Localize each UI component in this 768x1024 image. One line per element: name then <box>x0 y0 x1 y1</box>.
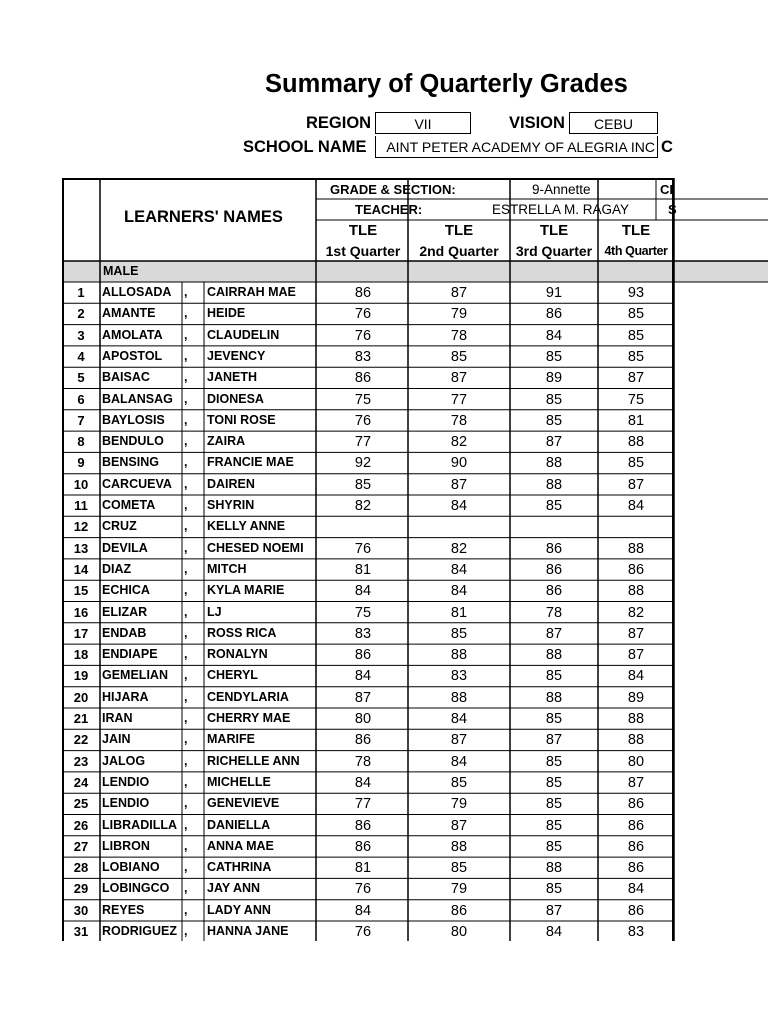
grade-cell-q4[interactable]: 86 <box>627 860 645 877</box>
grade-cell-q2[interactable]: 83 <box>450 668 468 685</box>
grade-cell-q4[interactable]: 87 <box>627 647 645 664</box>
grade-cell-q4[interactable]: 88 <box>627 583 645 600</box>
grade-cell-q2[interactable]: 84 <box>450 583 468 600</box>
grade-cell-q3[interactable]: 91 <box>545 285 563 301</box>
grade-cell-q4[interactable]: 86 <box>627 796 645 813</box>
grade-cell-q2[interactable]: 90 <box>450 455 468 472</box>
grade-cell-q2[interactable]: 87 <box>450 285 468 301</box>
name-separator: , <box>184 625 188 640</box>
grade-cell-q4[interactable]: 86 <box>627 561 645 578</box>
grade-cell-q2[interactable]: 78 <box>450 412 468 429</box>
subject-header-q3: TLE <box>539 222 569 239</box>
learners-names-header: LEARNERS' NAMES <box>124 208 283 226</box>
grade-cell-q4[interactable]: 85 <box>627 306 645 323</box>
grade-cell-q4[interactable]: 86 <box>627 817 645 834</box>
name-separator: , <box>184 455 188 470</box>
grade-cell-q4[interactable]: 80 <box>627 753 645 770</box>
first-name-cell[interactable]: KELLY ANNE <box>207 519 286 534</box>
row-number: 23 <box>73 753 89 769</box>
first-name-cell[interactable]: FRANCIE MAE <box>207 455 294 470</box>
first-name-cell[interactable]: CATHRINA <box>207 860 272 875</box>
grade-cell-q2[interactable]: 88 <box>450 838 468 855</box>
name-separator: , <box>184 689 188 704</box>
row-number: 30 <box>73 902 89 918</box>
name-separator: , <box>184 604 188 619</box>
grade-cell-q4[interactable]: 88 <box>627 540 645 557</box>
row-number: 19 <box>73 668 89 684</box>
first-name-cell[interactable]: JANETH <box>207 370 258 385</box>
grade-cell-q3[interactable]: 85 <box>545 753 563 770</box>
grade-cell-q1[interactable]: 85 <box>354 476 372 493</box>
grade-cell-q2[interactable]: 84 <box>450 753 468 770</box>
region-field[interactable]: VII <box>375 112 471 134</box>
grade-cell-q4[interactable]: 86 <box>627 902 645 919</box>
grade-cell-q3[interactable]: 86 <box>545 306 563 323</box>
grade-cell-q2[interactable]: 87 <box>450 370 468 387</box>
name-separator: , <box>184 476 188 491</box>
grade-cell-q4[interactable]: 81 <box>627 412 645 429</box>
row-number: 22 <box>73 732 89 748</box>
name-separator: , <box>184 796 188 811</box>
grade-cell-q4[interactable]: 85 <box>627 455 645 472</box>
grade-cell-q3[interactable]: 88 <box>545 647 563 664</box>
grade-cell-q1[interactable]: 81 <box>354 561 372 578</box>
quarter-header-2: 2nd Quarter <box>419 243 499 259</box>
last-name-cell[interactable]: BAISAC <box>102 370 150 385</box>
grade-cell-q1[interactable]: 76 <box>354 881 372 898</box>
grade-cell-q3[interactable]: 87 <box>545 902 563 919</box>
row-number: 11 <box>74 498 88 513</box>
grade-cell-q4[interactable]: 87 <box>627 774 645 791</box>
last-name-cell[interactable]: BALANSAG <box>102 391 173 406</box>
row-number: 25 <box>73 796 89 812</box>
grade-cell-q3[interactable]: 87 <box>545 732 563 749</box>
last-name-cell[interactable]: CRUZ <box>102 519 137 534</box>
grade-cell-q1[interactable]: 86 <box>354 732 372 749</box>
name-separator: , <box>184 817 188 832</box>
first-name-cell[interactable]: CHERRY MAE <box>207 711 291 725</box>
grade-cell-q3[interactable]: 88 <box>545 476 563 493</box>
grade-cell-q4[interactable]: 88 <box>627 434 645 451</box>
grade-cell-q4[interactable]: 87 <box>627 476 645 493</box>
grade-cell-q1[interactable]: 76 <box>354 412 372 429</box>
grade-cell-q2[interactable]: 82 <box>450 434 468 451</box>
grade-cell-q3[interactable]: 88 <box>545 455 563 472</box>
grades-table <box>62 178 768 941</box>
grade-cell-q3[interactable]: 85 <box>545 668 563 685</box>
grade-cell-q3[interactable]: 89 <box>545 370 563 387</box>
name-separator: , <box>184 370 188 385</box>
first-name-cell[interactable]: HANNA JANE <box>207 924 289 938</box>
first-name-cell[interactable]: CAIRRAH MAE <box>207 285 296 299</box>
group-label-male: MALE <box>103 264 139 278</box>
last-name-cell[interactable]: BENSING <box>102 455 159 470</box>
row-number: 15 <box>73 583 89 599</box>
grade-cell-q3[interactable]: 85 <box>545 817 563 834</box>
last-name-cell[interactable]: JALOG <box>102 753 146 768</box>
grade-cell-q3[interactable]: 85 <box>545 838 563 855</box>
row-number: 20 <box>73 689 89 705</box>
name-separator: , <box>184 391 188 406</box>
quarter-header-1: 1st Quarter <box>325 243 401 259</box>
grade-cell-q3[interactable]: 86 <box>545 561 563 578</box>
grade-cell-q1[interactable]: 86 <box>354 647 372 664</box>
grade-cell-q3[interactable]: 84 <box>545 924 563 940</box>
last-name-cell[interactable]: LOBIANO <box>102 860 160 875</box>
grade-cell-q2[interactable]: 77 <box>450 391 468 408</box>
first-name-cell[interactable]: CENDYLARIA <box>207 689 289 704</box>
name-separator: , <box>184 711 188 725</box>
last-name-cell[interactable]: AMOLATA <box>102 327 163 342</box>
first-name-cell[interactable]: LJ <box>207 604 222 619</box>
teacher-value[interactable]: ESTRELLA M. RAGAY <box>492 202 630 217</box>
grade-cell-q4[interactable]: 88 <box>627 711 645 727</box>
grade-cell-q2[interactable]: 80 <box>450 924 468 940</box>
grade-cell-q4[interactable]: 89 <box>627 689 645 706</box>
name-separator: , <box>184 753 188 768</box>
grade-cell-q2[interactable]: 82 <box>450 540 468 557</box>
last-name-cell[interactable]: RODRIGUEZ <box>102 924 177 938</box>
last-name-cell[interactable]: LOBINGCO <box>102 881 170 896</box>
last-name-cell[interactable]: APOSTOL <box>102 348 163 363</box>
name-separator: , <box>184 902 188 917</box>
grade-cell-q4[interactable]: 86 <box>627 838 645 855</box>
grade-cell-q1[interactable]: 82 <box>354 498 372 514</box>
grade-cell-q2[interactable]: 84 <box>450 561 468 578</box>
last-name-cell[interactable]: ELIZAR <box>102 604 148 619</box>
grade-cell-q2[interactable]: 88 <box>450 689 468 706</box>
grade-cell-q2[interactable]: 79 <box>450 881 468 898</box>
name-separator: , <box>184 348 188 363</box>
first-name-cell[interactable]: MITCH <box>207 561 247 576</box>
grade-cell-q2[interactable]: 85 <box>450 348 468 365</box>
first-name-cell[interactable]: ROSS RICA <box>207 625 277 640</box>
grade-cell-q4[interactable]: 75 <box>627 391 645 408</box>
first-name-cell[interactable]: DIONESA <box>207 391 264 406</box>
name-separator: , <box>184 924 188 938</box>
grade-cell-q2[interactable]: 86 <box>450 902 468 919</box>
name-separator: , <box>184 285 188 299</box>
first-name-cell[interactable]: CHESED NOEMI <box>207 540 304 555</box>
grade-cell-q2[interactable]: 84 <box>450 498 468 514</box>
grade-cell-q3[interactable]: 87 <box>545 625 563 642</box>
last-name-cell[interactable]: BAYLOSIS <box>102 412 165 427</box>
grade-cell-q4[interactable]: 87 <box>627 625 645 642</box>
header-cut-label-1: CI <box>660 182 673 197</box>
group-row-band <box>62 261 768 282</box>
grade-cell-q1[interactable]: 86 <box>354 370 372 387</box>
row-number: 16 <box>73 604 89 620</box>
grade-cell-q3[interactable]: 85 <box>545 881 563 898</box>
last-name-cell[interactable]: DIAZ <box>102 561 132 576</box>
last-name-cell[interactable]: JAIN <box>102 732 131 747</box>
row-number: 8 <box>77 434 85 450</box>
row-number: 17 <box>73 625 89 641</box>
first-name-cell[interactable]: CLAUDELIN <box>207 327 280 342</box>
quarter-header-4: 4th Quarter <box>604 244 668 258</box>
region-label: REGION <box>306 114 372 132</box>
first-name-cell[interactable]: RONALYN <box>207 647 268 662</box>
grade-cell-q1[interactable]: 83 <box>354 348 372 365</box>
first-name-cell[interactable]: MARIFE <box>207 732 255 747</box>
name-separator: , <box>184 774 188 789</box>
name-separator: , <box>184 561 188 576</box>
row-number: 1 <box>77 285 85 300</box>
last-name-cell[interactable]: DEVILA <box>102 540 148 555</box>
last-name-cell[interactable]: LENDIO <box>102 796 150 811</box>
grade-cell-q2[interactable]: 85 <box>450 774 468 791</box>
subject-header-q1: TLE <box>348 222 378 239</box>
name-separator: , <box>184 881 188 896</box>
grade-cell-q2[interactable]: 79 <box>450 306 468 323</box>
grade-cell-q1[interactable]: 78 <box>354 753 372 770</box>
grade-cell-q1[interactable]: 87 <box>354 689 372 706</box>
school-label-overflow: C <box>661 138 673 156</box>
subject-header-q4: TLE <box>621 222 651 239</box>
row-number: 2 <box>77 306 85 322</box>
grade-cell-q3[interactable]: 84 <box>545 327 563 344</box>
grade-cell-q4[interactable]: 83 <box>627 924 645 940</box>
grade-cell-q4[interactable]: 84 <box>627 668 645 685</box>
grade-cell-q3[interactable]: 85 <box>545 498 563 514</box>
row-number: 29 <box>73 881 89 897</box>
first-name-cell[interactable]: SHYRIN <box>207 498 255 512</box>
grade-cell-q3[interactable]: 85 <box>545 774 563 791</box>
grade-cell-q1[interactable]: 86 <box>354 817 372 834</box>
grade-cell-q3[interactable]: 86 <box>545 540 563 557</box>
name-separator: , <box>184 306 188 321</box>
grade-cell-q1[interactable]: 76 <box>354 306 372 323</box>
name-separator: , <box>184 838 188 853</box>
grade-cell-q3[interactable]: 88 <box>545 860 563 877</box>
grade-cell-q2[interactable]: 84 <box>450 711 468 727</box>
last-name-cell[interactable]: LIBRADILLA <box>102 817 177 832</box>
first-name-cell[interactable]: ANNA MAE <box>207 838 274 853</box>
row-number: 28 <box>73 860 89 876</box>
name-separator: , <box>184 583 188 598</box>
last-name-cell[interactable]: LIBRON <box>102 838 150 853</box>
row-number: 14 <box>73 561 89 577</box>
division-label: VISION <box>509 114 565 132</box>
last-name-cell[interactable]: AMANTE <box>102 306 156 321</box>
school-name-field[interactable] <box>375 136 658 158</box>
row-number: 13 <box>73 540 89 556</box>
grade-cell-q1[interactable]: 84 <box>354 902 372 919</box>
first-name-cell[interactable]: JAY ANN <box>207 881 261 896</box>
subject-header-q2: TLE <box>444 222 474 239</box>
grade-cell-q4[interactable]: 88 <box>627 732 645 749</box>
grade-cell-q1[interactable]: 86 <box>354 285 372 301</box>
row-number: 7 <box>77 412 85 428</box>
grade-cell-q1[interactable]: 77 <box>354 796 372 813</box>
grade-cell-q1[interactable]: 86 <box>354 838 372 855</box>
row-number: 26 <box>73 817 89 833</box>
grade-cell-q2[interactable]: 87 <box>450 476 468 493</box>
name-separator: , <box>184 412 188 427</box>
grade-cell-q1[interactable]: 81 <box>354 860 372 877</box>
grade-cell-q1[interactable]: 76 <box>354 924 372 940</box>
first-name-cell[interactable]: KYLA MARIE <box>207 583 285 598</box>
last-name-cell[interactable]: IRAN <box>102 711 133 725</box>
name-separator: , <box>184 498 188 512</box>
row-number: 12 <box>73 519 89 535</box>
grade-cell-q3[interactable]: 88 <box>545 689 563 706</box>
grade-section-label: GRADE & SECTION: <box>330 182 456 197</box>
first-name-cell[interactable]: TONI ROSE <box>207 412 276 427</box>
grade-cell-q4[interactable]: 93 <box>627 285 645 301</box>
row-number: 6 <box>77 391 85 407</box>
grade-cell-q3[interactable]: 85 <box>545 711 563 727</box>
grade-cell-q2[interactable]: 88 <box>450 647 468 664</box>
last-name-cell[interactable]: BENDULO <box>102 434 164 449</box>
teacher-label: TEACHER: <box>355 202 423 217</box>
grade-cell-q3[interactable]: 86 <box>545 583 563 600</box>
row-number: 5 <box>77 370 85 386</box>
grade-cell-q1[interactable]: 83 <box>354 625 372 642</box>
grade-section-value[interactable]: 9-Annette <box>532 182 591 197</box>
row-number: 4 <box>77 348 85 364</box>
grade-cell-q1[interactable]: 76 <box>354 327 372 344</box>
last-name-cell[interactable]: COMETA <box>102 498 156 512</box>
last-name-cell[interactable]: LENDIO <box>102 774 150 789</box>
quarter-header-3: 3rd Quarter <box>515 243 593 259</box>
last-name-cell[interactable]: REYES <box>102 902 145 917</box>
name-separator: , <box>184 519 188 534</box>
row-number: 3 <box>77 327 85 343</box>
page-title: Summary of Quarterly Grades <box>265 70 628 98</box>
first-name-cell[interactable]: HEIDE <box>207 306 246 321</box>
row-number: 9 <box>77 455 85 471</box>
grade-cell-q1[interactable]: 75 <box>354 604 372 621</box>
grade-cell-q1[interactable]: 76 <box>354 540 372 557</box>
grade-cell-q3[interactable]: 85 <box>545 412 563 429</box>
grade-cell-q2[interactable]: 87 <box>450 817 468 834</box>
first-name-cell[interactable]: GENEVIEVE <box>207 796 280 811</box>
last-name-cell[interactable]: ENDIAPE <box>102 647 158 662</box>
grade-cell-q2[interactable]: 79 <box>450 796 468 813</box>
name-separator: , <box>184 860 188 875</box>
first-name-cell[interactable]: LADY ANN <box>207 902 271 917</box>
grade-cell-q3[interactable]: 85 <box>545 348 563 365</box>
first-name-cell[interactable]: JEVENCY <box>207 348 266 363</box>
grade-cell-q1[interactable]: 84 <box>354 583 372 600</box>
first-name-cell[interactable]: RICHELLE ANN <box>207 753 300 768</box>
grade-cell-q2[interactable]: 78 <box>450 327 468 344</box>
last-name-cell[interactable]: HIJARA <box>102 689 149 704</box>
name-separator: , <box>184 434 188 449</box>
grade-cell-q4[interactable]: 85 <box>627 327 645 344</box>
first-name-cell[interactable]: DAIREN <box>207 476 255 491</box>
name-separator: , <box>184 540 188 555</box>
grade-cell-q4[interactable]: 82 <box>627 604 645 621</box>
last-name-cell[interactable]: ECHICA <box>102 583 150 598</box>
grade-cell-q3[interactable]: 78 <box>545 604 563 621</box>
row-number: 31 <box>73 924 89 939</box>
grade-cell-q4[interactable]: 85 <box>627 348 645 365</box>
last-name-cell[interactable]: GEMELIAN <box>102 668 168 683</box>
grade-cell-q1[interactable]: 92 <box>354 455 372 472</box>
grade-cell-q1[interactable]: 75 <box>354 391 372 408</box>
row-number: 24 <box>73 774 89 790</box>
grade-cell-q2[interactable]: 85 <box>450 860 468 877</box>
name-separator: , <box>184 327 188 342</box>
grade-cell-q2[interactable]: 87 <box>450 732 468 749</box>
grade-cell-q2[interactable]: 85 <box>450 625 468 642</box>
grade-cell-q4[interactable]: 87 <box>627 370 645 387</box>
first-name-cell[interactable]: ZAIRA <box>207 434 246 449</box>
school-name-label: SCHOOL NAME <box>243 138 367 156</box>
grade-cell-q1[interactable]: 80 <box>354 711 372 727</box>
first-name-cell[interactable]: MICHELLE <box>207 774 271 789</box>
grade-cell-q4[interactable]: 84 <box>627 881 645 898</box>
row-number: 21 <box>73 711 89 726</box>
grade-cell-q3[interactable]: 85 <box>545 796 563 813</box>
grade-cell-q1[interactable]: 77 <box>354 434 372 451</box>
row-number: 27 <box>73 838 89 854</box>
grade-cell-q3[interactable]: 87 <box>545 434 563 451</box>
first-name-cell[interactable]: DANIELLA <box>207 817 271 832</box>
row-number: 18 <box>73 647 89 663</box>
grade-cell-q3[interactable]: 85 <box>545 391 563 408</box>
last-name-cell[interactable]: CARCUEVA <box>102 476 172 491</box>
name-separator: , <box>184 732 188 747</box>
grade-cell-q4[interactable]: 84 <box>627 498 645 514</box>
header-cut-label-2: S <box>668 202 677 217</box>
grade-cell-q1[interactable]: 84 <box>354 774 372 791</box>
first-name-cell[interactable]: CHERYL <box>207 668 258 683</box>
name-separator: , <box>184 668 188 683</box>
school-name-value: AINT PETER ACADEMY OF ALEGRIA INC <box>386 139 655 155</box>
name-separator: , <box>184 647 188 662</box>
row-number: 10 <box>73 476 89 492</box>
grade-cell-q1[interactable]: 84 <box>354 668 372 685</box>
division-field[interactable]: CEBU <box>569 112 658 134</box>
grade-cell-q2[interactable]: 81 <box>450 604 468 621</box>
last-name-cell[interactable]: ALLOSADA <box>102 285 172 299</box>
last-name-cell[interactable]: ENDAB <box>102 625 147 640</box>
